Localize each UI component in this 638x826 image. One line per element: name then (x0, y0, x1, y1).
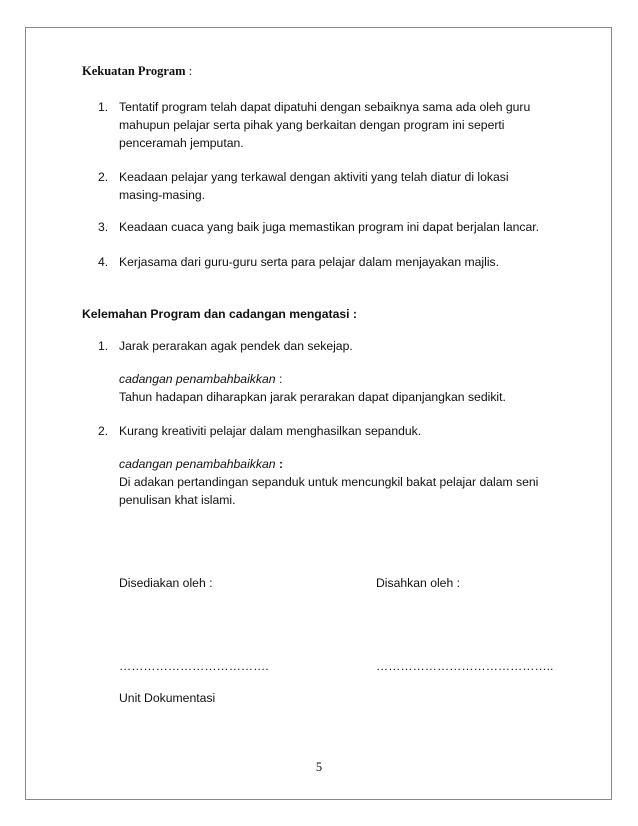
strength-item (98, 168, 548, 204)
strength-item (98, 98, 548, 152)
item-number: 1. (98, 339, 109, 353)
weakness-item (98, 422, 548, 440)
suggestion-label: cadangan penambahbaikkan (119, 372, 276, 386)
item-text: Keadaan cuaca yang baik juga memastikan program ini dapat berjalan lancar. (119, 220, 540, 234)
strength-item (98, 218, 548, 236)
item-number: 2. (98, 424, 109, 438)
item-number: 1. (98, 100, 109, 114)
weakness-item (98, 337, 548, 355)
item-text: Jarak perarakan agak pendek dan sekejap. (119, 339, 353, 353)
strengths-heading-colon: : (188, 64, 193, 78)
suggestion-text: Di adakan pertandingan sepanduk untuk mencungkil bakat pelajar dalam seni penulisan khat islami. (119, 475, 539, 507)
item-text: Kerjasama dari guru-guru serta para pelajar dalam menjayakan majlis. (119, 255, 500, 269)
approved-signature-line: …………………………………….. (376, 659, 554, 673)
approved-by-label: Disahkan oleh : (376, 576, 461, 590)
suggestion-text: Tahun hadapan diharapkan jarak perarakan dapat dipanjangkan sedikit. (119, 390, 506, 404)
suggestion-block (119, 370, 549, 406)
item-number: 2. (98, 170, 109, 184)
suggestion-colon: : (278, 457, 283, 471)
item-text: Tentatif program telah dapat dipatuhi dengan sebaiknya sama ada oleh guru mahupun pelajar serta pihak yang berkaitan dengan program ini seperti penceramah jemputan. (119, 100, 531, 150)
suggestion-colon: : (278, 372, 283, 386)
strength-item (98, 253, 548, 271)
weaknesses-heading: Kelemahan Program dan cadangan mengatasi : (82, 307, 357, 321)
strengths-heading-line (82, 64, 192, 79)
item-number: 4. (98, 255, 109, 269)
prepared-signature-line: ………………………………. (119, 659, 269, 673)
item-text: Kurang kreativiti pelajar dalam menghasilkan sepanduk. (119, 424, 422, 438)
item-text: Keadaan pelajar yang terkawal dengan aktiviti yang telah diatur di lokasi masing-masing. (119, 170, 509, 202)
suggestion-block (119, 455, 549, 509)
unit-name: Unit Dokumentasi (119, 691, 216, 705)
strengths-heading: Kekuatan Program (82, 64, 186, 78)
prepared-by-label: Disediakan oleh : (119, 576, 213, 590)
page-number: 5 (315, 760, 323, 774)
suggestion-label: cadangan penambahbaikkan (119, 457, 276, 471)
item-number: 3. (98, 220, 109, 234)
